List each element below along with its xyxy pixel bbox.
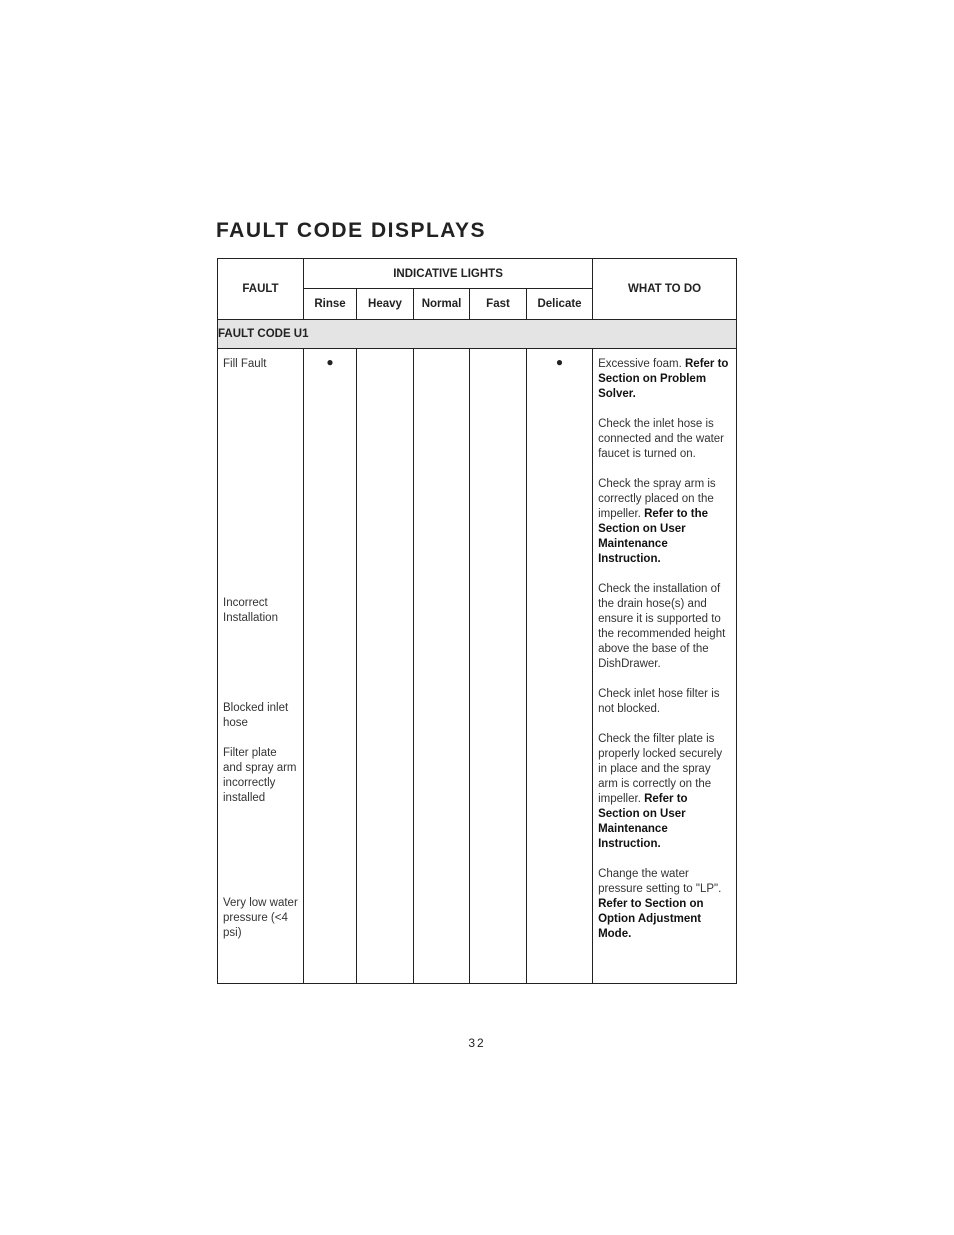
delicate-light-cell [527,349,593,984]
light-normal-header: Normal [414,289,470,320]
indicative-lights-header: INDICATIVE LIGHTS [304,259,593,289]
action-excessive-foam: Excessive foam. Refer to Section on Problem Solver. [598,358,729,400]
light-rinse-header: Rinse [304,289,357,320]
action-check-inlet-hose: Check the inlet hose is connected and the water faucet is turned on. [598,418,725,460]
fault-column-header: FAULT [218,259,304,320]
action-change-pressure: Change the water pressure setting to "LP". Refer to Section on Option Adjustment Mode. [598,868,722,940]
normal-light-cell [414,349,470,984]
indicator-dot: ● [326,355,334,369]
fault-blocked-inlet-hose: Blocked inlet hose [223,702,289,729]
action-check-drain-hose: Check the installation of the drain hose(s) and ensure it is supported to the recommended height above the base of the DishDrawer. [598,583,726,670]
light-fast-header: Fast [470,289,527,320]
fast-light-cell [470,349,527,984]
section-title: FAULT CODE U1 [218,320,737,349]
fault-incorrect-installation: Incorrect Installation [223,597,278,624]
light-heavy-header: Heavy [357,289,414,320]
what-to-do-header: WHAT TO DO [593,259,737,320]
fault-list [218,349,304,984]
rinse-light-cell [304,349,357,984]
heavy-light-cell [357,349,414,984]
indicator-dot: ● [555,355,564,369]
fault-fill: Fill Fault [223,358,267,370]
action-check-filter-plate: Check the filter plate is properly locked securely in place and the spray arm is correctly on the impeller. Refer to Section on User Maintenance Instruction. [598,733,723,850]
page-title: FAULT CODE DISPLAYS [216,219,487,242]
light-delicate-header: Delicate [527,289,593,320]
action-check-inlet-filter: Check inlet hose filter is not blocked. [598,688,720,715]
fault-low-water-pressure: Very low water pressure (<4 psi) [223,897,298,939]
table-row [218,349,737,984]
page-number: 32 [468,1036,486,1050]
action-check-spray-arm: Check the spray arm is correctly placed on the impeller. Refer to the Section on User Maintenance Instruction. [598,478,716,565]
fault-code-table [217,258,737,984]
what-to-do-list [593,349,737,984]
fault-filter-plate: Filter plate and spray arm incorrectly installed [223,747,297,804]
